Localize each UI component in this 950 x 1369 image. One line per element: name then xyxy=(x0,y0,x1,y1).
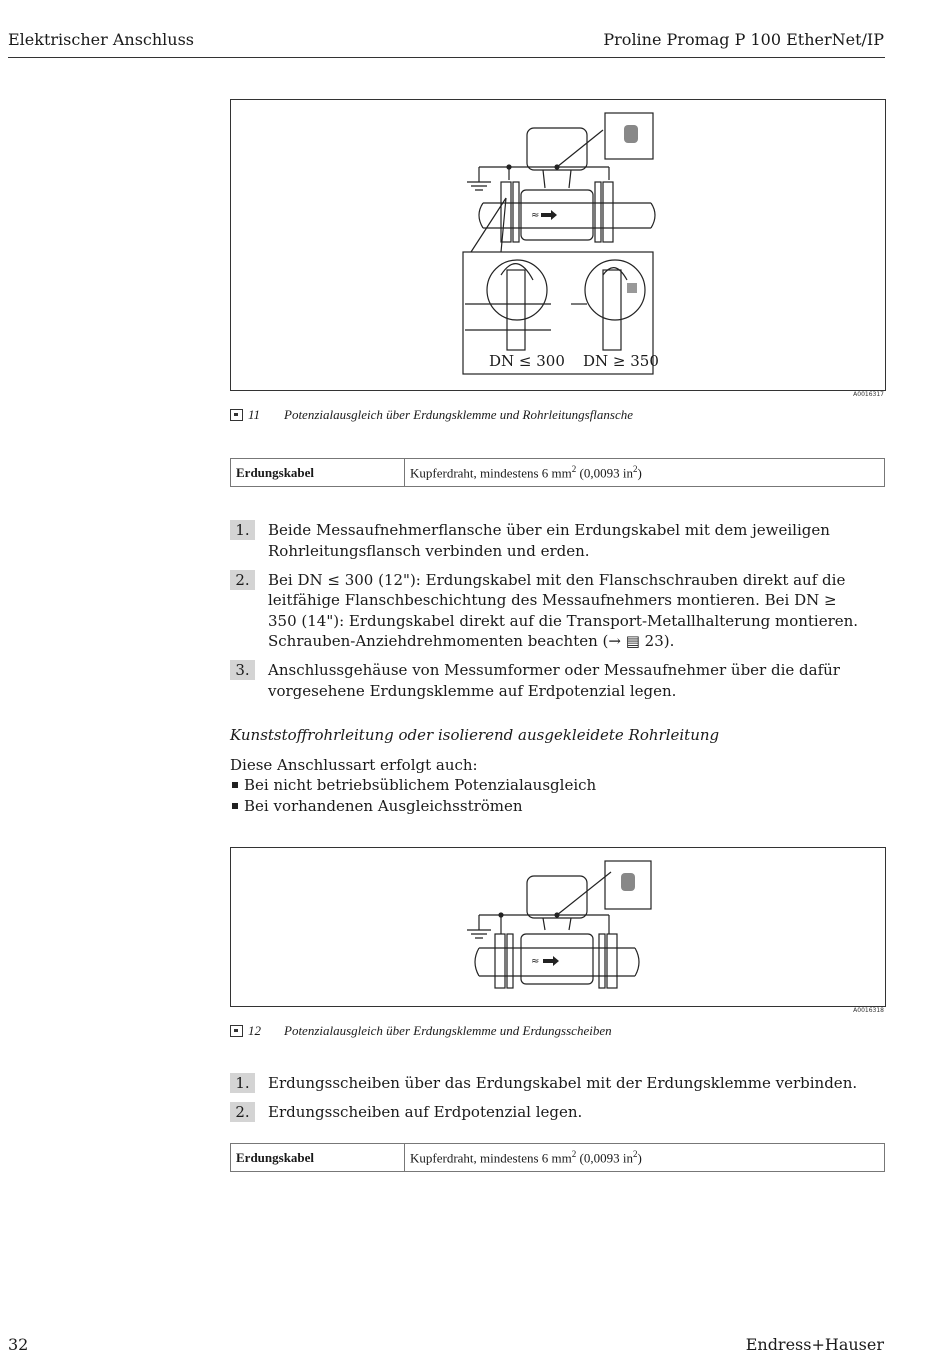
bullet-icon xyxy=(232,782,238,788)
step-text: Beide Messaufnehmerflansche über ein Erdungskabel mit dem jeweiligen Rohrleitungsflansch verbinden und erden. xyxy=(268,521,830,560)
step-text: Erdungsscheiben auf Erdpotenzial legen. xyxy=(268,1103,583,1121)
figure-11-code: A0016317 xyxy=(853,391,884,398)
svg-text:≈: ≈ xyxy=(531,956,540,967)
figure-12-drawing xyxy=(231,848,885,1006)
step-text: Bei DN ≤ 300 (12"): Erdungskabel mit den Flanschschrauben direkt auf die leitfähige Flanschbeschichtung des Messaufnehmers montieren. Bei DN ≥ 350 (14"): Erdungskabel direkt auf die Transport-Metallhalterung montieren. Schrauben-Anziehdrehmomenten beachten (→ ▤ 23). xyxy=(268,570,859,650)
figure-12-caption xyxy=(230,1023,612,1039)
running-header-section: Elektrischer Anschluss xyxy=(8,30,195,49)
list-item: Bei vorhandenen Ausgleichsströmen xyxy=(230,796,596,817)
bullet-list xyxy=(230,775,596,816)
figure-12 xyxy=(230,847,886,1007)
step-text: Erdungsscheiben über das Erdungskabel mit der Erdungsklemme verbinden. xyxy=(268,1074,858,1092)
figure-11-number: 11 xyxy=(248,407,261,422)
figure-12-caption-text: Potenzialausgleich über Erdungsklemme und Erdungsscheiben xyxy=(284,1023,612,1038)
step-number: 2. xyxy=(230,570,255,590)
list-item xyxy=(230,660,868,701)
step-number: 1. xyxy=(230,1073,255,1093)
table-row xyxy=(231,459,885,487)
section-subheading: Kunststoffrohrleitung oder isolierend ausgekleidete Rohrleitung xyxy=(230,726,720,744)
figure-11-caption xyxy=(230,407,633,423)
figure-icon xyxy=(230,1025,243,1037)
table-value: Kupferdraht, mindestens 6 $mm^2$ (0,0093 $in^2$) xyxy=(405,1144,885,1172)
intro-text: Diese Anschlussart erfolgt auch: xyxy=(230,756,478,774)
table-key: Erdungskabel xyxy=(231,1144,405,1172)
table-row xyxy=(231,1144,885,1172)
table-value: Kupferdraht, mindestens 6 $mm^2$ (0,0093 $in^2$) xyxy=(405,459,885,487)
list-item xyxy=(230,1073,868,1094)
step-number: 2. xyxy=(230,1102,255,1122)
figure-11-caption-text: Potenzialausgleich über Erdungsklemme und Rohrleitungsflansche xyxy=(284,407,634,422)
spec-table-2 xyxy=(230,1143,885,1172)
figure-12-number: 12 xyxy=(248,1023,261,1038)
bullet-icon xyxy=(232,803,238,809)
header-rule xyxy=(8,57,885,58)
step-list-1 xyxy=(230,520,868,710)
list-item: Bei nicht betriebsüblichem Potenzialausgleich xyxy=(230,775,596,796)
footer-brand: Endress+Hauser xyxy=(745,1335,884,1354)
svg-text:≈: ≈ xyxy=(531,210,540,221)
figure-12-code: A0016318 xyxy=(853,1007,884,1014)
label-dn-350: DN ≥ 350 xyxy=(583,352,659,370)
step-number: 3. xyxy=(230,660,255,680)
label-dn-300: DN ≤ 300 xyxy=(489,352,565,370)
running-header-product: Proline Promag P 100 EtherNet/IP xyxy=(603,30,884,49)
list-item xyxy=(230,570,868,652)
table-key: Erdungskabel xyxy=(231,459,405,487)
step-number: 1. xyxy=(230,520,255,540)
page-number: 32 xyxy=(8,1335,29,1354)
list-item xyxy=(230,520,868,561)
step-list-2 xyxy=(230,1073,868,1131)
figure-icon xyxy=(230,409,243,421)
figure-11-drawing xyxy=(231,100,885,390)
step-text: Anschlussgehäuse von Messumformer oder Messaufnehmer über die dafür vorgesehene Erdungsklemme auf Erdpotenzial legen. xyxy=(268,661,840,700)
list-item xyxy=(230,1102,868,1123)
spec-table-1 xyxy=(230,458,885,487)
figure-11 xyxy=(230,99,886,391)
